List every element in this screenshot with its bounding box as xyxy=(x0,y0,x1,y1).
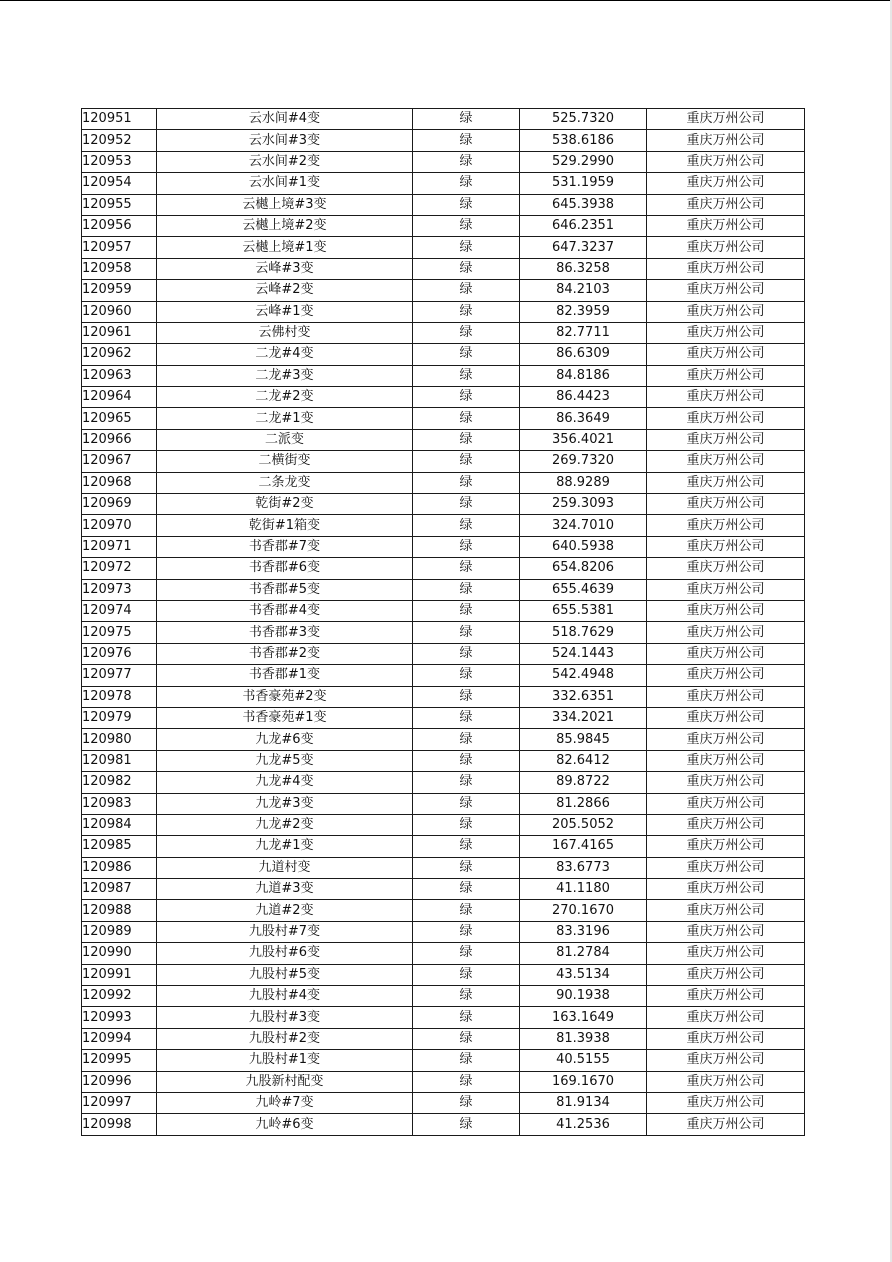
cell-id: 120984 xyxy=(82,814,157,835)
cell-company: 重庆万州公司 xyxy=(647,301,805,322)
cell-company: 重庆万州公司 xyxy=(647,130,805,151)
cell-color: 绿 xyxy=(413,964,520,985)
cell-color: 绿 xyxy=(413,280,520,301)
cell-color: 绿 xyxy=(413,772,520,793)
cell-value: 654.8206 xyxy=(520,558,647,579)
cell-company: 重庆万州公司 xyxy=(647,600,805,621)
cell-company: 重庆万州公司 xyxy=(647,408,805,429)
cell-color: 绿 xyxy=(413,173,520,194)
cell-value: 356.4021 xyxy=(520,429,647,450)
cell-id: 120955 xyxy=(82,194,157,215)
cell-value: 531.1959 xyxy=(520,173,647,194)
cell-color: 绿 xyxy=(413,986,520,1007)
cell-value: 524.1443 xyxy=(520,643,647,664)
table-row xyxy=(82,750,805,771)
cell-color: 绿 xyxy=(413,451,520,472)
cell-color: 绿 xyxy=(413,1028,520,1049)
cell-color: 绿 xyxy=(413,322,520,343)
cell-color: 绿 xyxy=(413,536,520,557)
cell-color: 绿 xyxy=(413,665,520,686)
cell-name: 九龙#3变 xyxy=(157,793,413,814)
cell-value: 655.5381 xyxy=(520,600,647,621)
cell-value: 518.7629 xyxy=(520,622,647,643)
cell-name: 九股新村配变 xyxy=(157,1071,413,1092)
cell-name: 九股村#4变 xyxy=(157,986,413,1007)
cell-id: 120963 xyxy=(82,365,157,386)
table-row xyxy=(82,1114,805,1135)
table-row xyxy=(82,814,805,835)
cell-name: 云水间#4变 xyxy=(157,109,413,130)
table-row xyxy=(82,301,805,322)
cell-company: 重庆万州公司 xyxy=(647,558,805,579)
cell-value: 81.2784 xyxy=(520,943,647,964)
cell-value: 645.3938 xyxy=(520,194,647,215)
cell-color: 绿 xyxy=(413,301,520,322)
cell-value: 81.9134 xyxy=(520,1092,647,1113)
table-row xyxy=(82,344,805,365)
table-row xyxy=(82,622,805,643)
cell-color: 绿 xyxy=(413,130,520,151)
cell-value: 84.2103 xyxy=(520,280,647,301)
cell-value: 82.6412 xyxy=(520,750,647,771)
table-row xyxy=(82,686,805,707)
cell-company: 重庆万州公司 xyxy=(647,472,805,493)
cell-company: 重庆万州公司 xyxy=(647,1114,805,1135)
cell-id: 120997 xyxy=(82,1092,157,1113)
cell-color: 绿 xyxy=(413,600,520,621)
table-row xyxy=(82,173,805,194)
cell-name: 二龙#4变 xyxy=(157,344,413,365)
cell-id: 120965 xyxy=(82,408,157,429)
table-row xyxy=(82,194,805,215)
cell-value: 538.6186 xyxy=(520,130,647,151)
cell-name: 书香郡#7变 xyxy=(157,536,413,557)
cell-id: 120978 xyxy=(82,686,157,707)
cell-name: 九股村#7变 xyxy=(157,921,413,942)
cell-company: 重庆万州公司 xyxy=(647,344,805,365)
table-row xyxy=(82,1071,805,1092)
cell-id: 120986 xyxy=(82,857,157,878)
cell-company: 重庆万州公司 xyxy=(647,151,805,172)
cell-name: 云峰#2变 xyxy=(157,280,413,301)
cell-company: 重庆万州公司 xyxy=(647,643,805,664)
cell-name: 乾街#1箱变 xyxy=(157,515,413,536)
cell-company: 重庆万州公司 xyxy=(647,729,805,750)
table-row xyxy=(82,900,805,921)
table-row xyxy=(82,322,805,343)
cell-id: 120974 xyxy=(82,600,157,621)
cell-id: 120952 xyxy=(82,130,157,151)
cell-color: 绿 xyxy=(413,344,520,365)
cell-company: 重庆万州公司 xyxy=(647,215,805,236)
table-row xyxy=(82,857,805,878)
cell-id: 120993 xyxy=(82,1007,157,1028)
cell-color: 绿 xyxy=(413,408,520,429)
cell-color: 绿 xyxy=(413,151,520,172)
table-row xyxy=(82,921,805,942)
cell-value: 647.3237 xyxy=(520,237,647,258)
table-row xyxy=(82,943,805,964)
cell-name: 九龙#2变 xyxy=(157,814,413,835)
cell-color: 绿 xyxy=(413,836,520,857)
cell-color: 绿 xyxy=(413,558,520,579)
cell-company: 重庆万州公司 xyxy=(647,900,805,921)
cell-value: 167.4165 xyxy=(520,836,647,857)
cell-value: 41.2536 xyxy=(520,1114,647,1135)
cell-id: 120973 xyxy=(82,579,157,600)
cell-color: 绿 xyxy=(413,686,520,707)
cell-value: 163.1649 xyxy=(520,1007,647,1028)
cell-value: 332.6351 xyxy=(520,686,647,707)
cell-id: 120970 xyxy=(82,515,157,536)
cell-color: 绿 xyxy=(413,429,520,450)
cell-name: 云峰#3变 xyxy=(157,258,413,279)
cell-value: 542.4948 xyxy=(520,665,647,686)
cell-company: 重庆万州公司 xyxy=(647,964,805,985)
cell-name: 书香豪苑#2变 xyxy=(157,686,413,707)
cell-color: 绿 xyxy=(413,472,520,493)
table-row xyxy=(82,536,805,557)
cell-company: 重庆万州公司 xyxy=(647,1071,805,1092)
cell-name: 云樾上境#2变 xyxy=(157,215,413,236)
cell-name: 九股村#2变 xyxy=(157,1028,413,1049)
cell-name: 九龙#1变 xyxy=(157,836,413,857)
cell-id: 120995 xyxy=(82,1050,157,1071)
cell-id: 120983 xyxy=(82,793,157,814)
cell-value: 90.1938 xyxy=(520,986,647,1007)
cell-company: 重庆万州公司 xyxy=(647,772,805,793)
cell-value: 88.9289 xyxy=(520,472,647,493)
table-row xyxy=(82,643,805,664)
cell-company: 重庆万州公司 xyxy=(647,836,805,857)
cell-color: 绿 xyxy=(413,707,520,728)
cell-color: 绿 xyxy=(413,729,520,750)
table-row xyxy=(82,130,805,151)
table-row xyxy=(82,280,805,301)
cell-company: 重庆万州公司 xyxy=(647,857,805,878)
table-row xyxy=(82,387,805,408)
table-row xyxy=(82,879,805,900)
cell-value: 269.7320 xyxy=(520,451,647,472)
cell-name: 书香郡#6变 xyxy=(157,558,413,579)
cell-name: 九龙#4变 xyxy=(157,772,413,793)
table-row xyxy=(82,707,805,728)
cell-company: 重庆万州公司 xyxy=(647,793,805,814)
cell-company: 重庆万州公司 xyxy=(647,365,805,386)
table-row xyxy=(82,1050,805,1071)
cell-name: 书香郡#4变 xyxy=(157,600,413,621)
cell-name: 九股村#1变 xyxy=(157,1050,413,1071)
cell-company: 重庆万州公司 xyxy=(647,536,805,557)
cell-id: 120979 xyxy=(82,707,157,728)
cell-company: 重庆万州公司 xyxy=(647,258,805,279)
table-row xyxy=(82,151,805,172)
cell-color: 绿 xyxy=(413,879,520,900)
cell-company: 重庆万州公司 xyxy=(647,579,805,600)
table-row xyxy=(82,215,805,236)
cell-value: 270.1670 xyxy=(520,900,647,921)
cell-company: 重庆万州公司 xyxy=(647,1007,805,1028)
cell-name: 书香郡#3变 xyxy=(157,622,413,643)
cell-company: 重庆万州公司 xyxy=(647,750,805,771)
table-row xyxy=(82,237,805,258)
cell-value: 41.1180 xyxy=(520,879,647,900)
cell-company: 重庆万州公司 xyxy=(647,429,805,450)
cell-value: 640.5938 xyxy=(520,536,647,557)
table-row xyxy=(82,579,805,600)
cell-company: 重庆万州公司 xyxy=(647,387,805,408)
cell-name: 云峰#1变 xyxy=(157,301,413,322)
cell-name: 九龙#5变 xyxy=(157,750,413,771)
cell-company: 重庆万州公司 xyxy=(647,622,805,643)
cell-company: 重庆万州公司 xyxy=(647,686,805,707)
cell-id: 120980 xyxy=(82,729,157,750)
cell-color: 绿 xyxy=(413,237,520,258)
cell-company: 重庆万州公司 xyxy=(647,1050,805,1071)
cell-id: 120956 xyxy=(82,215,157,236)
cell-color: 绿 xyxy=(413,215,520,236)
cell-id: 120953 xyxy=(82,151,157,172)
cell-value: 82.7711 xyxy=(520,322,647,343)
table-row xyxy=(82,494,805,515)
substation-table xyxy=(81,108,805,1136)
cell-value: 40.5155 xyxy=(520,1050,647,1071)
cell-id: 120996 xyxy=(82,1071,157,1092)
cell-name: 九股村#3变 xyxy=(157,1007,413,1028)
table-row xyxy=(82,665,805,686)
cell-value: 43.5134 xyxy=(520,964,647,985)
table-row xyxy=(82,793,805,814)
cell-color: 绿 xyxy=(413,793,520,814)
cell-id: 120982 xyxy=(82,772,157,793)
cell-name: 九股村#5变 xyxy=(157,964,413,985)
table-row xyxy=(82,515,805,536)
cell-id: 120988 xyxy=(82,900,157,921)
cell-company: 重庆万州公司 xyxy=(647,237,805,258)
cell-name: 九股村#6变 xyxy=(157,943,413,964)
table-row xyxy=(82,429,805,450)
cell-name: 二龙#1变 xyxy=(157,408,413,429)
table-row xyxy=(82,451,805,472)
table-row xyxy=(82,472,805,493)
cell-name: 云樾上境#3变 xyxy=(157,194,413,215)
cell-name: 九岭#6变 xyxy=(157,1114,413,1135)
cell-value: 205.5052 xyxy=(520,814,647,835)
cell-value: 646.2351 xyxy=(520,215,647,236)
cell-id: 120959 xyxy=(82,280,157,301)
cell-color: 绿 xyxy=(413,1092,520,1113)
cell-name: 书香郡#5变 xyxy=(157,579,413,600)
cell-name: 二龙#2变 xyxy=(157,387,413,408)
cell-id: 120962 xyxy=(82,344,157,365)
cell-color: 绿 xyxy=(413,943,520,964)
cell-name: 书香豪苑#1变 xyxy=(157,707,413,728)
cell-color: 绿 xyxy=(413,921,520,942)
cell-value: 529.2990 xyxy=(520,151,647,172)
cell-name: 乾街#2变 xyxy=(157,494,413,515)
cell-color: 绿 xyxy=(413,387,520,408)
table-row xyxy=(82,258,805,279)
cell-name: 二派变 xyxy=(157,429,413,450)
cell-company: 重庆万州公司 xyxy=(647,451,805,472)
cell-id: 120981 xyxy=(82,750,157,771)
cell-value: 525.7320 xyxy=(520,109,647,130)
cell-company: 重庆万州公司 xyxy=(647,494,805,515)
cell-value: 83.6773 xyxy=(520,857,647,878)
cell-id: 120958 xyxy=(82,258,157,279)
table-row xyxy=(82,600,805,621)
cell-id: 120985 xyxy=(82,836,157,857)
table-row xyxy=(82,1028,805,1049)
cell-name: 书香郡#2变 xyxy=(157,643,413,664)
table-row xyxy=(82,408,805,429)
cell-color: 绿 xyxy=(413,1071,520,1092)
cell-id: 120987 xyxy=(82,879,157,900)
cell-id: 120990 xyxy=(82,943,157,964)
cell-value: 334.2021 xyxy=(520,707,647,728)
cell-id: 120989 xyxy=(82,921,157,942)
cell-color: 绿 xyxy=(413,109,520,130)
cell-name: 二条龙变 xyxy=(157,472,413,493)
table-row xyxy=(82,836,805,857)
cell-name: 九岭#7变 xyxy=(157,1092,413,1113)
cell-id: 120991 xyxy=(82,964,157,985)
cell-value: 169.1670 xyxy=(520,1071,647,1092)
cell-color: 绿 xyxy=(413,515,520,536)
cell-id: 120951 xyxy=(82,109,157,130)
cell-company: 重庆万州公司 xyxy=(647,515,805,536)
cell-company: 重庆万州公司 xyxy=(647,665,805,686)
cell-value: 86.4423 xyxy=(520,387,647,408)
cell-id: 120964 xyxy=(82,387,157,408)
cell-company: 重庆万州公司 xyxy=(647,322,805,343)
cell-value: 86.6309 xyxy=(520,344,647,365)
table-row xyxy=(82,772,805,793)
table-row xyxy=(82,729,805,750)
page-top-border xyxy=(0,0,892,1)
cell-company: 重庆万州公司 xyxy=(647,173,805,194)
cell-company: 重庆万州公司 xyxy=(647,707,805,728)
table-row xyxy=(82,558,805,579)
cell-id: 120961 xyxy=(82,322,157,343)
cell-color: 绿 xyxy=(413,1007,520,1028)
cell-id: 120976 xyxy=(82,643,157,664)
cell-name: 书香郡#1变 xyxy=(157,665,413,686)
cell-id: 120977 xyxy=(82,665,157,686)
cell-company: 重庆万州公司 xyxy=(647,109,805,130)
cell-color: 绿 xyxy=(413,494,520,515)
cell-company: 重庆万州公司 xyxy=(647,194,805,215)
cell-value: 81.3938 xyxy=(520,1028,647,1049)
cell-name: 云佛村变 xyxy=(157,322,413,343)
cell-color: 绿 xyxy=(413,258,520,279)
cell-value: 84.8186 xyxy=(520,365,647,386)
cell-color: 绿 xyxy=(413,579,520,600)
cell-id: 120992 xyxy=(82,986,157,1007)
cell-color: 绿 xyxy=(413,857,520,878)
cell-value: 86.3258 xyxy=(520,258,647,279)
cell-color: 绿 xyxy=(413,643,520,664)
table-row xyxy=(82,365,805,386)
cell-id: 120972 xyxy=(82,558,157,579)
cell-color: 绿 xyxy=(413,750,520,771)
table-row xyxy=(82,964,805,985)
cell-id: 120975 xyxy=(82,622,157,643)
cell-name: 云水间#3变 xyxy=(157,130,413,151)
cell-company: 重庆万州公司 xyxy=(647,1092,805,1113)
table-row xyxy=(82,986,805,1007)
cell-value: 85.9845 xyxy=(520,729,647,750)
cell-value: 259.3093 xyxy=(520,494,647,515)
cell-name: 九道#2变 xyxy=(157,900,413,921)
cell-color: 绿 xyxy=(413,1114,520,1135)
cell-company: 重庆万州公司 xyxy=(647,943,805,964)
cell-company: 重庆万州公司 xyxy=(647,986,805,1007)
cell-color: 绿 xyxy=(413,1050,520,1071)
cell-value: 89.8722 xyxy=(520,772,647,793)
cell-name: 九龙#6变 xyxy=(157,729,413,750)
cell-value: 655.4639 xyxy=(520,579,647,600)
cell-name: 云水间#1变 xyxy=(157,173,413,194)
cell-id: 120960 xyxy=(82,301,157,322)
cell-name: 九道#3变 xyxy=(157,879,413,900)
cell-id: 120998 xyxy=(82,1114,157,1135)
cell-color: 绿 xyxy=(413,194,520,215)
cell-id: 120966 xyxy=(82,429,157,450)
cell-id: 120971 xyxy=(82,536,157,557)
cell-id: 120954 xyxy=(82,173,157,194)
cell-value: 81.2866 xyxy=(520,793,647,814)
cell-id: 120968 xyxy=(82,472,157,493)
cell-color: 绿 xyxy=(413,900,520,921)
table-row xyxy=(82,1007,805,1028)
cell-color: 绿 xyxy=(413,365,520,386)
cell-company: 重庆万州公司 xyxy=(647,921,805,942)
cell-value: 324.7010 xyxy=(520,515,647,536)
cell-value: 82.3959 xyxy=(520,301,647,322)
cell-name: 二龙#3变 xyxy=(157,365,413,386)
cell-company: 重庆万州公司 xyxy=(647,1028,805,1049)
cell-value: 83.3196 xyxy=(520,921,647,942)
table-row xyxy=(82,1092,805,1113)
cell-name: 云樾上境#1变 xyxy=(157,237,413,258)
cell-id: 120957 xyxy=(82,237,157,258)
cell-color: 绿 xyxy=(413,814,520,835)
cell-id: 120967 xyxy=(82,451,157,472)
cell-value: 86.3649 xyxy=(520,408,647,429)
cell-company: 重庆万州公司 xyxy=(647,879,805,900)
table-row xyxy=(82,109,805,130)
cell-color: 绿 xyxy=(413,622,520,643)
cell-id: 120994 xyxy=(82,1028,157,1049)
cell-name: 九道村变 xyxy=(157,857,413,878)
table-body xyxy=(82,109,805,1136)
cell-name: 二横街变 xyxy=(157,451,413,472)
cell-company: 重庆万州公司 xyxy=(647,814,805,835)
cell-company: 重庆万州公司 xyxy=(647,280,805,301)
cell-name: 云水间#2变 xyxy=(157,151,413,172)
cell-id: 120969 xyxy=(82,494,157,515)
